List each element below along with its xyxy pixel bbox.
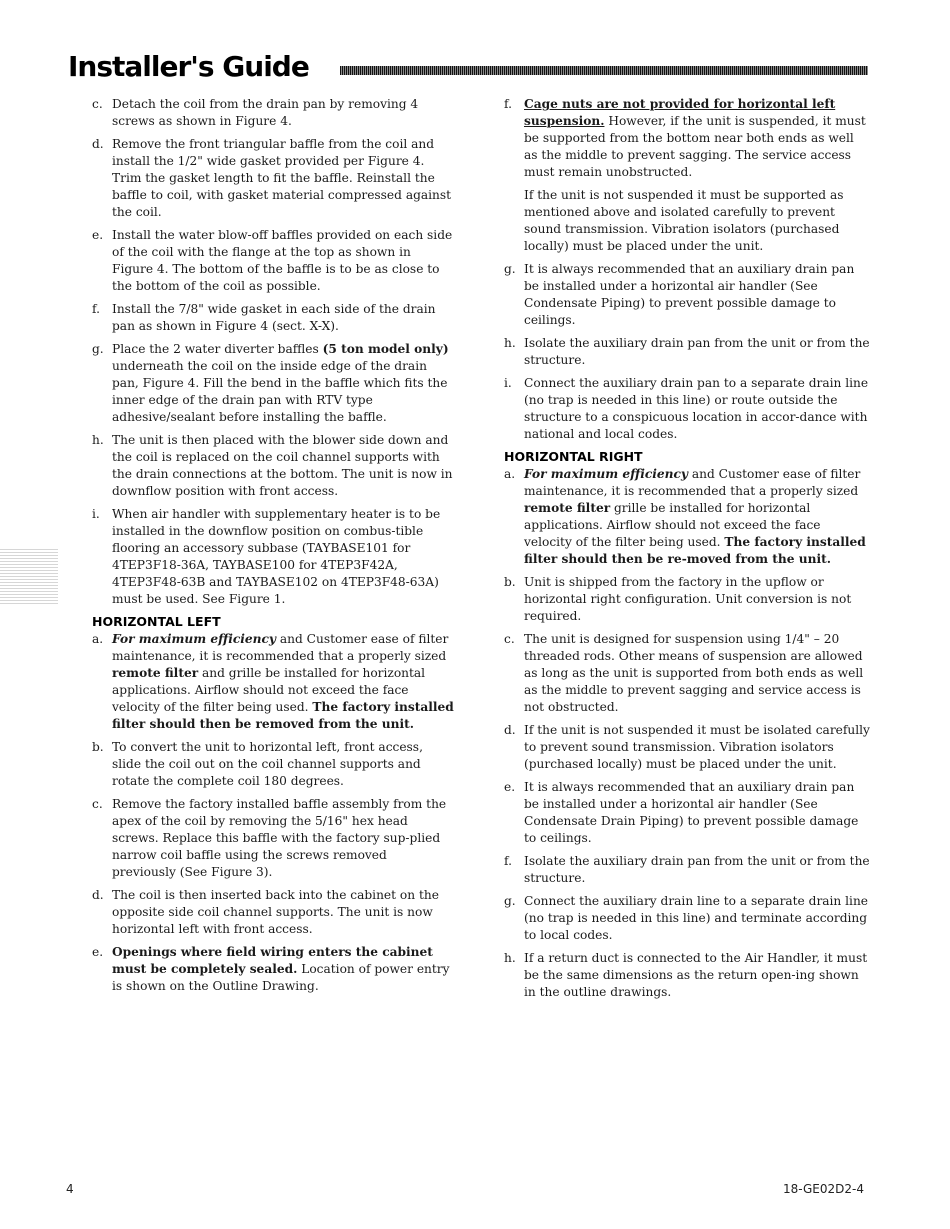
instruction-item <box>504 722 870 773</box>
title-rule <box>340 66 868 75</box>
item-letter: g. <box>504 262 516 276</box>
item-paragraph <box>524 466 870 568</box>
text-run: Connect the auxiliary drain line to a separate drain line (no trap is needed in this line) and terminate according to local codes. <box>524 894 869 942</box>
item-paragraph <box>112 796 454 881</box>
item-letter: e. <box>92 228 104 242</box>
text-run: and Customer ease of filter maintenance, it is recommended that a properly sized <box>524 467 861 498</box>
item-paragraph <box>524 261 870 329</box>
item-letter: d. <box>92 137 104 151</box>
item-paragraph <box>112 136 454 221</box>
item-letter: g. <box>504 894 516 908</box>
item-paragraph <box>112 96 454 130</box>
item-paragraph <box>524 950 870 1001</box>
instruction-item <box>504 574 870 625</box>
text-run: The unit is then placed with the blower side down and the coil is replaced on the coil channel supports with the drain connections at the bottom. The unit is now in downflow position with front access. <box>112 433 453 498</box>
instruction-item <box>504 631 870 716</box>
text-run: Isolate the auxiliary drain pan from the unit or from the structure. <box>524 336 870 367</box>
text-run: Remove the front triangular baffle from the coil and install the 1/2" wide gasket provided per Figure 4. Trim the gasket length to fit the baffle. Reinstall the baffle to coil, with gasket material compressed against the coil. <box>112 137 452 219</box>
item-letter: i. <box>504 376 512 390</box>
text-run: Install the 7/8" wide gasket in each side of the drain pan as shown in Figure 4 (sect. X-X). <box>112 302 436 333</box>
text-run: The coil is then inserted back into the cabinet on the opposite side coil channel supports. The unit is now horizontal left with front access. <box>112 888 439 936</box>
instruction-item <box>92 631 454 733</box>
item-letter: c. <box>92 97 103 111</box>
item-paragraph <box>524 722 870 773</box>
instruction-item <box>504 335 870 369</box>
item-paragraph <box>112 432 454 500</box>
instruction-item <box>92 227 454 295</box>
right-column <box>504 96 870 1007</box>
page-header <box>68 50 868 90</box>
instruction-item <box>504 779 870 847</box>
text-run: For maximum efficiency <box>524 467 688 481</box>
item-letter: f. <box>504 854 512 868</box>
item-letter: d. <box>504 723 516 737</box>
instruction-item <box>504 261 870 329</box>
item-paragraph <box>524 779 870 847</box>
item-paragraph <box>524 574 870 625</box>
instruction-item <box>92 301 454 335</box>
text-run: Remove the factory installed baffle assembly from the apex of the coil by removing the 5/16" hex head screws. Replace this baffle with the factory sup-plied narrow coil baffle using the screws removed previously (See Figure 3). <box>112 797 447 879</box>
text-run: The factory installed filter should then be removed from the unit. <box>112 700 454 731</box>
item-paragraph <box>112 739 454 790</box>
text-run: remote filter <box>524 501 611 515</box>
text-run: underneath the coil on the inside edge of the drain pan, Figure 4. Fill the bend in the baffle which fits the inner edge of the drain pan with RTV type adhesive/sealant before installing the baffle. <box>112 359 448 424</box>
text-run: Place the 2 water diverter baffles <box>112 342 323 356</box>
item-paragraph <box>524 96 870 181</box>
item-paragraph <box>524 853 870 887</box>
instruction-item <box>92 341 454 426</box>
page-title: Installer's Guide <box>68 50 309 83</box>
item-letter: i. <box>92 507 100 521</box>
item-letter: a. <box>504 467 516 481</box>
item-letter: h. <box>504 951 516 965</box>
item-paragraph <box>524 893 870 944</box>
instruction-item <box>92 796 454 881</box>
instruction-item <box>92 136 454 221</box>
item-paragraph <box>112 341 454 426</box>
item-paragraph <box>112 944 454 995</box>
text-run: (5 ton model only) <box>322 342 449 356</box>
item-letter: b. <box>504 575 516 589</box>
item-letter: b. <box>92 740 104 754</box>
instruction-item <box>504 96 870 255</box>
text-run: grille be installed for horizontal applications. Airflow should not exceed the face velocity of the filter being used. <box>524 501 821 549</box>
text-run: When air handler with supplementary heater is to be installed in the downflow position on combus-tible flooring an accessory subbase (TAYBASE101 for 4TEP3F18-36A, TAYBASE100 for 4TEP3F42A, 4TEP3F48-63B and TAYBASE102 on 4TEP3F48-63A) must be used. See Figure 1. <box>112 507 441 606</box>
text-run: Location of power entry is shown on the Outline Drawing. <box>112 962 450 993</box>
instruction-item <box>92 506 454 608</box>
item-paragraph <box>524 375 870 443</box>
text-run: If a return duct is connected to the Air Handler, it must be the same dimensions as the return open-ing shown in the outline drawings. <box>524 951 868 999</box>
text-run: Install the water blow-off baffles provided on each side of the coil with the flange at the top as shown in Figure 4. The bottom of the baffle is to be as close to the bottom of the coil as possible. <box>112 228 453 293</box>
item-letter: h. <box>92 433 104 447</box>
item-letter: f. <box>92 302 100 316</box>
text-run: It is always recommended that an auxiliary drain pan be installed under a horizontal air handler (See Condensate Drain Piping) to prevent possible damage to ceilings. <box>524 780 859 845</box>
text-run: To convert the unit to horizontal left, front access, slide the coil out on the coil channel supports and rotate the complete coil 180 degrees. <box>112 740 423 788</box>
text-run: For maximum efficiency <box>112 632 276 646</box>
item-paragraph <box>112 887 454 938</box>
text-run: remote filter <box>112 666 199 680</box>
item-paragraph <box>524 187 870 255</box>
document-code: 18-GE02D2-4 <box>782 1182 864 1196</box>
text-run: It is always recommended that an auxiliary drain pan be installed under a horizontal air handler (See Condensate Piping) to prevent possible damage to ceilings. <box>524 262 855 327</box>
item-paragraph <box>112 631 454 733</box>
margin-scan-mark <box>0 548 58 604</box>
text-run: The factory installed filter should then be re-moved from the unit. <box>524 535 866 566</box>
text-run: However, if the unit is suspended, it must be supported from the bottom near both ends as well as the middle to prevent sagging. The service access must remain unobstructed. <box>524 114 866 179</box>
item-paragraph <box>524 335 870 369</box>
text-run: Detach the coil from the drain pan by removing 4 screws as shown in Figure 4. <box>112 97 419 128</box>
text-run: If the unit is not suspended it must be isolated carefully to prevent sound transmission. Vibration isolators (purchased locally) must be placed under the unit. <box>524 723 870 771</box>
text-run: and Customer ease of filter maintenance, it is recommended that a properly sized <box>112 632 449 663</box>
item-letter: h. <box>504 336 516 350</box>
item-paragraph <box>112 301 454 335</box>
item-letter: e. <box>92 945 104 959</box>
instruction-item <box>504 375 870 443</box>
text-run: The unit is designed for suspension using 1/4" – 20 threaded rods. Other means of suspension are allowed as long as the unit is supported from both ends as well as the middle to prevent sagging and service access is not obstructed. <box>524 632 864 714</box>
left-column <box>92 96 454 1001</box>
text-run: Connect the auxiliary drain pan to a separate drain line (no trap is needed in this line) or route outside the structure to a conspicuous location in accor-dance with national and local codes. <box>524 376 869 441</box>
item-paragraph <box>112 227 454 295</box>
instruction-item <box>504 893 870 944</box>
instruction-item <box>92 887 454 938</box>
item-paragraph <box>524 631 870 716</box>
item-letter: d. <box>92 888 104 902</box>
text-run: Openings where field wiring enters the cabinet must be completely sealed. <box>112 945 433 976</box>
text-run: Isolate the auxiliary drain pan from the unit or from the structure. <box>524 854 870 885</box>
item-letter: c. <box>92 797 103 811</box>
text-run: Cage nuts are not provided for horizontal left suspension. <box>524 97 836 128</box>
item-letter: a. <box>92 632 104 646</box>
instruction-item <box>92 96 454 130</box>
instruction-item <box>92 432 454 500</box>
item-letter: c. <box>504 632 515 646</box>
item-paragraph <box>112 506 454 608</box>
item-letter: f. <box>504 97 512 111</box>
page-number: 4 <box>66 1182 74 1196</box>
instruction-item <box>92 739 454 790</box>
text-run: If the unit is not suspended it must be supported as mentioned above and isolated carefully to prevent sound transmission. Vibration isolators (purchased locally) must be placed under the unit. <box>524 188 844 253</box>
item-letter: e. <box>504 780 516 794</box>
section-heading: HORIZONTAL LEFT <box>92 614 221 629</box>
instruction-item <box>504 466 870 568</box>
text-run: Unit is shipped from the factory in the upflow or horizontal right configuration. Unit conversion is not required. <box>524 575 852 623</box>
section-heading: HORIZONTAL RIGHT <box>504 449 643 464</box>
item-letter: g. <box>92 342 104 356</box>
instruction-item <box>92 944 454 995</box>
instruction-item <box>504 853 870 887</box>
text-run: and grille be installed for horizontal applications. Airflow should not exceed the face velocity of the filter being used. <box>112 666 426 714</box>
instruction-item <box>504 950 870 1001</box>
